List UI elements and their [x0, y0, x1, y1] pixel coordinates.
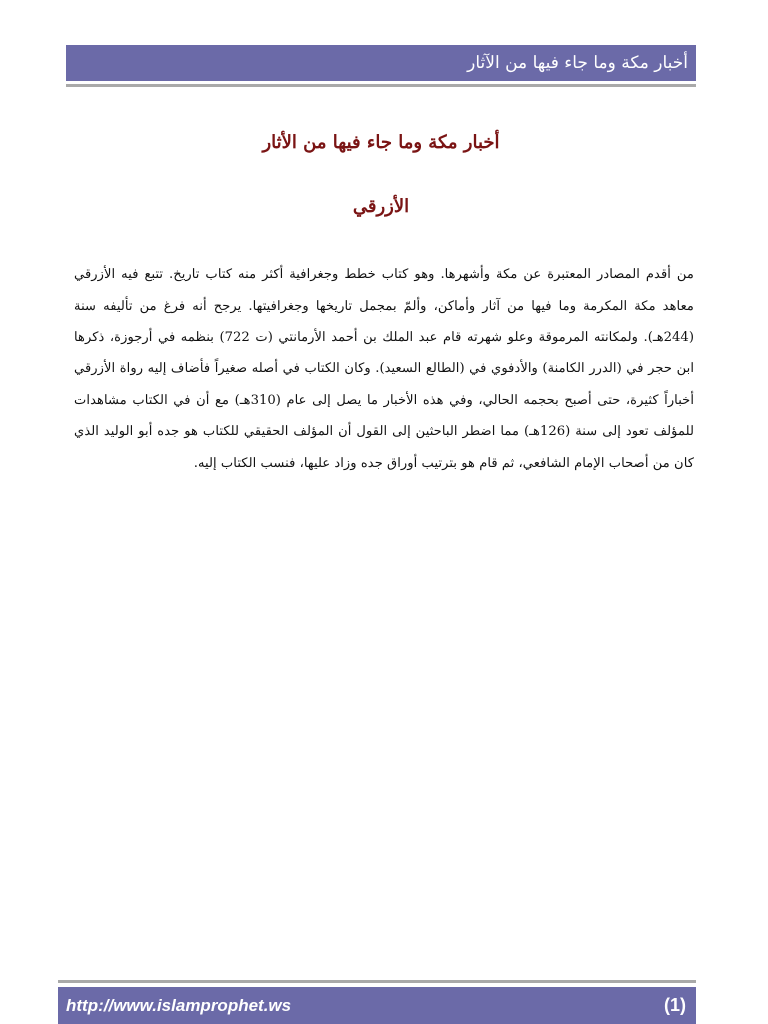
page-number: (1)	[664, 995, 686, 1015]
body-paragraph: من أقدم المصادر المعتبرة عن مكة وأشهرها. وهو كتاب خطط وجغرافية أكثر منه كتاب تاريخ. تتبع فيه الأزرقي معاهد مكة المكرمة وما فيها من آثار وأماكن، وألمّ بمجمل تاريخها وجغرافيتها. يرجح أنه فرغ من تأليفه سنة (244هـ). ولمكانته المرموقة وعلو شهرته قام عبد الملك بن أحمد الأرمانتي (ت 722) بنظمه في أرجوزة، ذكرها ابن حجر في (الدرر الكامنة) والأدفوي في (الطالع السعيد). وكان الكتاب في أصله صغيراً فأضاف إليه رواة الأزرقي أخباراً كثيرة، حتى أصبح بحجمه الحالي، وفي هذه الأخبار ما يصل إلى عام (310هـ) مع أن في الكتاب مشاهدات للمؤلف تعود إلى سنة (126هـ) مما اضطر الباحثين إلى القول أن المؤلف الحقيقي للكتاب هو جده أبو الوليد الذي كان من أصحاب الإمام الشافعي، ثم قام هو بترتيب أوراق جده وزاد عليها، فنسب الكتاب إليه.	[74, 267, 694, 471]
document-title: أخبار مكة وما جاء فيها من الأثار	[262, 132, 500, 153]
footer-url-link[interactable]: http://www.islamprophet.ws	[66, 995, 292, 1015]
footer-divider	[58, 980, 696, 983]
header-bar	[66, 45, 696, 81]
header-title: أخبار مكة وما جاء فيها من الآثار	[467, 53, 688, 73]
document-author: الأزرقي	[352, 196, 410, 217]
footer-bar	[58, 987, 696, 1024]
header-divider	[66, 84, 696, 87]
